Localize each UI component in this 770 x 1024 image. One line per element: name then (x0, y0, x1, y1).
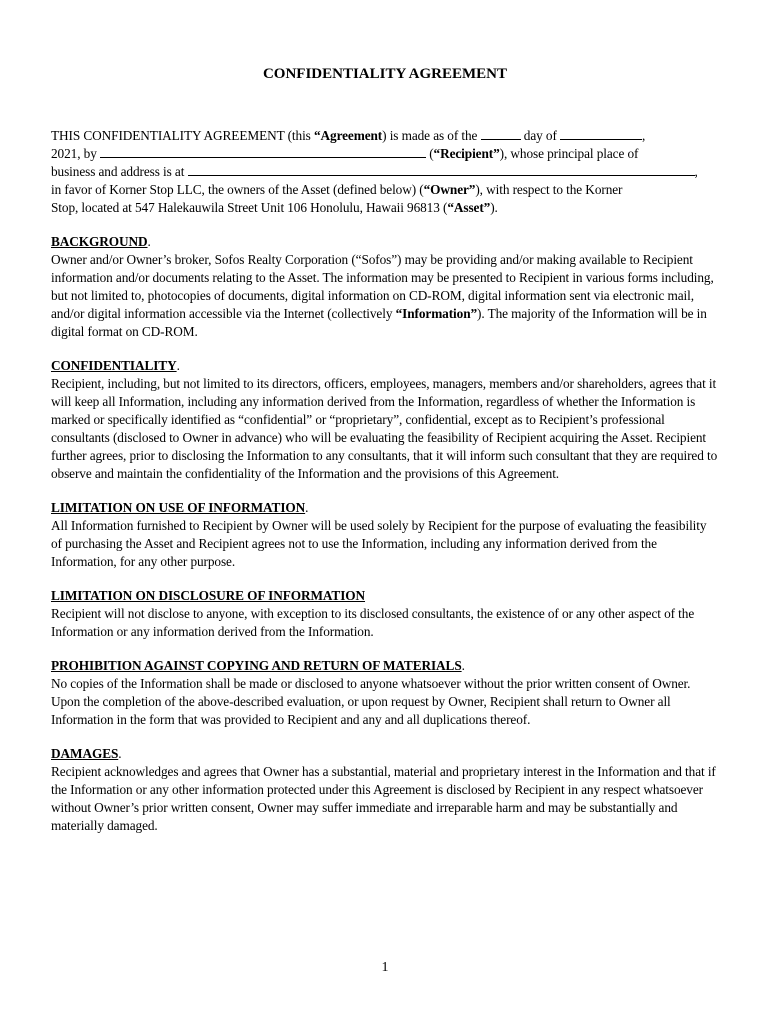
intro-bold-term: “Owner” (423, 182, 476, 197)
page-number: 1 (381, 960, 389, 975)
intro-bold-term: “Asset” (447, 200, 491, 215)
heading-punct: . (118, 746, 122, 761)
month-blank[interactable] (560, 127, 642, 140)
intro-text: ), with respect to the Korner (475, 182, 623, 197)
prohibition-section (51, 657, 719, 729)
recipient-name-blank[interactable] (100, 145, 426, 158)
intro-bold-term: “Recipient” (433, 146, 500, 161)
address-blank[interactable] (188, 163, 695, 176)
heading-punct: . (305, 500, 309, 515)
intro-text: , (694, 164, 698, 179)
section-heading: CONFIDENTIALITY (51, 358, 177, 373)
section-heading: DAMAGES (51, 746, 119, 761)
heading-punct: . (461, 658, 465, 673)
damages-section (51, 745, 719, 835)
background-section (51, 233, 719, 341)
day-blank[interactable] (481, 127, 521, 140)
intro-text: business and address is at (51, 164, 188, 179)
section-bold-term: “Information” (395, 306, 478, 321)
section-body: Recipient, including, but not limited to its directors, officers, employees, managers, members and/or shareholders, agrees that it will keep all Information, including any information derived from the Information, regardless of whether the Information is marked or specifically identified as “confidential” or “proprietary”, confidential, except as to Recipient’s professional consultants (disclosed to Owner in advance) who will be evaluating the feasibility of Recipient acquiring the Asset. Recipient further agrees, prior to disclosing the Information to any consultants, that it will inform such consultant that they are required to observe and maintain the confidentiality of the Information and the provisions of this Agreement. (51, 376, 718, 481)
document-title: CONFIDENTIALITY AGREEMENT (262, 66, 508, 82)
intro-bold-term: “Agreement (313, 128, 383, 143)
section-body: Owner and/or Owner’s broker, Sofos Realty Corporation (“Sofos”) may be providing and/or making available to Recipient information and/or documents relating to the Asset. The information may be presented to Recipient in various forms including, but not limited to, photocopies of documents, digital information on CD-ROM, digital information sent via electronic mail, and/or digital information accessible via the Internet (collectively (51, 252, 714, 321)
intro-text: THIS CONFIDENTIALITY AGREEMENT (this (51, 128, 314, 143)
section-body-tail: ). The majority of the Information will be in digital format on CD-ROM. (51, 306, 707, 339)
section-body: Recipient acknowledges and agrees that Owner has a substantial, material and proprietary interest in the Information and that if the Information or any other information protected under this Agreement is disclosed by Recipient in any respect whatsoever without Owner’s prior written consent, Owner may suffer immediate and irreparable harm and may be substantially and materially damaged. (51, 764, 716, 833)
limitation-use-section (51, 499, 719, 571)
document-body (51, 127, 719, 835)
section-heading: LIMITATION ON DISCLOSURE OF INFORMATION (51, 588, 366, 603)
heading-punct: . (176, 358, 180, 373)
intro-text: Stop, located at 547 Halekauwila Street Unit 106 Honolulu, Hawaii 96813 ( (51, 200, 448, 215)
intro-text: day of (520, 128, 561, 143)
limitation-disclosure-section (51, 587, 719, 641)
confidentiality-section (51, 357, 719, 483)
intro-text: in favor of Korner Stop LLC, the owners of the Asset (defined below) ( (51, 182, 424, 197)
section-body: All Information furnished to Recipient by Owner will be used solely by Recipient for the purpose of evaluating the feasibility of purchasing the Asset and Recipient agrees not to use the Information, including any information derived from the Information, for any other purpose. (51, 518, 707, 569)
intro-text: , (642, 128, 646, 143)
section-body: Recipient will not disclose to anyone, with exception to its disclosed consultants, the existence of or any other aspect of the Information or any information derived from the Information. (51, 606, 695, 639)
section-heading: PROHIBITION AGAINST COPYING AND RETURN OF MATERIALS (51, 658, 462, 673)
section-heading: BACKGROUND (51, 234, 148, 249)
intro-text: ), whose principal place of (499, 146, 639, 161)
intro-text: 2021, by (51, 146, 100, 161)
section-body: No copies of the Information shall be made or disclosed to anyone whatsoever without the prior written consent of Owner. Upon the completion of the above-described evaluation, or upon request by Owner, Recipient shall return to Owner all Information in the form that was provided to Recipient and any and all duplications thereof. (51, 676, 691, 727)
intro-text: ) is made as of the (382, 128, 481, 143)
heading-punct: . (147, 234, 151, 249)
intro-text: ). (490, 200, 498, 215)
intro-text: ( (425, 146, 434, 161)
section-heading: LIMITATION ON USE OF INFORMATION (51, 500, 306, 515)
intro-paragraph (51, 127, 719, 217)
